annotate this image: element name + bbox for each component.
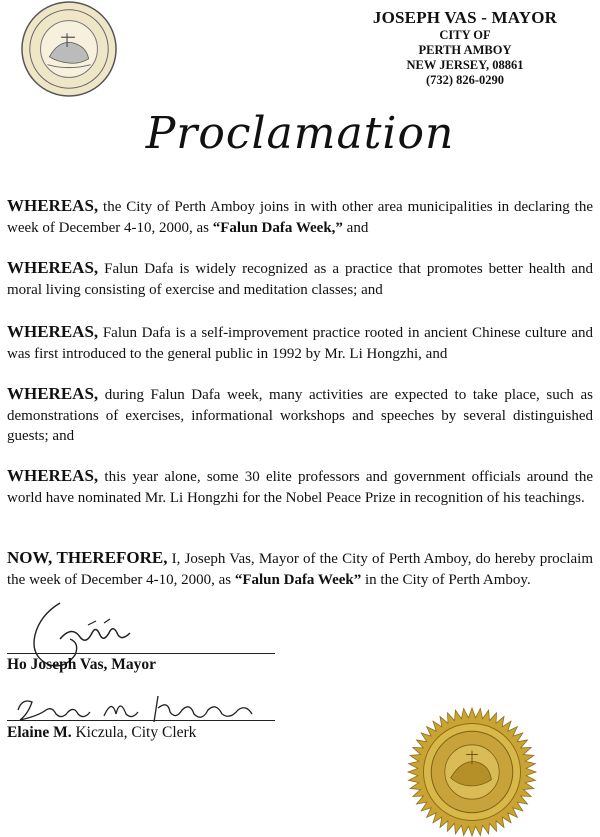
paragraph-1 [7,196,593,238]
paragraph-text: the City of Perth Amboy joins in with other area municipalities in declaring the week of December 4-10, 2000, as [7,199,593,236]
city-name-line: PERTH AMBOY [418,43,512,57]
paragraph-tail: in the City of Perth Amboy. [361,571,531,588]
paragraph-keyword: WHEREAS, [7,258,99,277]
paragraph-6 [7,548,593,590]
paragraph-text: Falun Dafa is a self-improvement practice rooted in ancient Chinese culture and was first introduced to the general public in 1992 by Mr. Li Hongzhi, and [7,325,593,362]
phone-line: (732) 826-0290 [425,73,505,87]
gold-foil-seal [404,706,540,837]
letterhead [360,8,570,88]
paragraph-tail: and [342,219,369,236]
proclamation-title: Proclamation [145,108,455,159]
clerk-name-rest: Kiczula, City Clerk [71,724,197,741]
paragraph-text: this year alone, some 30 elite professors and government officials around the world have nominated Mr. Li Hongzhi for the Nobel Peace Prize in recognition of his teachings. [7,469,593,506]
paragraph-keyword: WHEREAS, [7,322,99,341]
paragraph-4 [7,384,593,447]
city-seal-top [20,0,118,98]
clerk-signature-name [7,724,196,742]
paragraph-3 [7,322,593,364]
paragraph-keyword: NOW, THEREFORE, [7,548,168,567]
paragraph-keyword: WHEREAS, [7,384,99,403]
paragraph-bold-text: “Falun Dafa Week,” [212,219,343,236]
mayor-signature-name: Ho Joseph Vas, Mayor [7,656,156,673]
clerk-signature-line [7,720,275,721]
paragraph-5 [7,466,593,508]
paragraph-text: Falun Dafa is widely recognized as a practice that promotes better health and moral living consisting of exercise and meditation classes; and [7,261,593,298]
paragraph-text: I, Joseph Vas, Mayor of the City of Perth Amboy, do hereby proclaim the week of December 4-10, 2000, as [7,551,594,588]
mayor-heading: JOSEPH VAS - MAYOR [372,8,558,27]
paragraph-bold-text: “Falun Dafa Week” [234,571,362,588]
paragraph-2 [7,258,593,300]
city-line: CITY OF [439,28,491,42]
paragraph-keyword: WHEREAS, [7,196,99,215]
paragraph-keyword: WHEREAS, [7,466,99,485]
state-zip-line: NEW JERSEY, 08861 [406,58,524,72]
paragraph-text: during Falun Dafa week, many activities are expected to take place, such as demonstrations of exercises, informational workshops and speeches by several distinguished guests; and [7,387,593,444]
clerk-name-bold: Elaine M. [7,724,72,741]
mayor-signature-line [7,653,275,654]
